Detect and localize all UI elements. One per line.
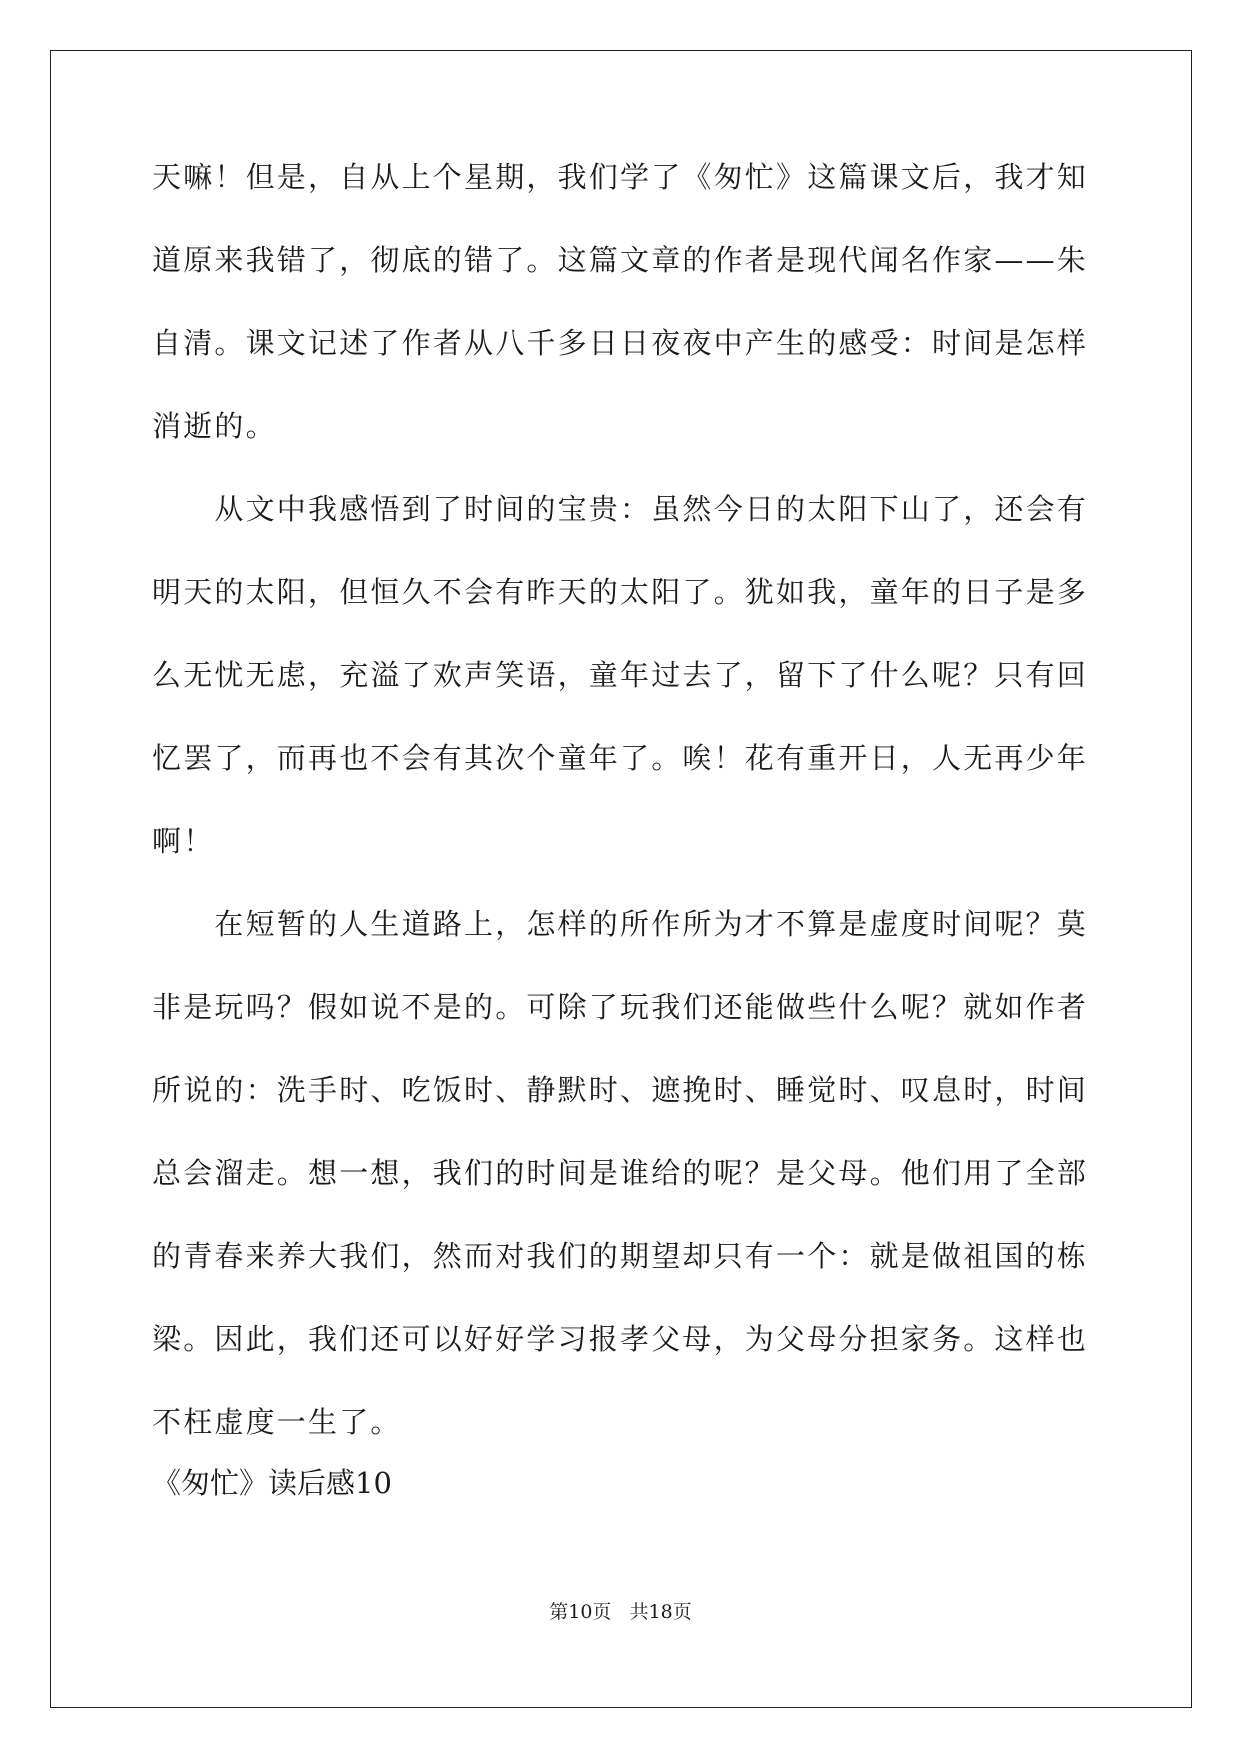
text-line: 的青春来养大我们，然而对我们的期望却只有一个：就是做祖国的栋 [152,1239,1089,1273]
page-footer [0,1600,1241,1624]
text-line: 非是玩吗？假如说不是的。可除了玩我们还能做些什么呢？就如作者 [152,990,1089,1024]
text-line: 天嘛！但是，自从上个星期，我们学了《匆忙》这篇课文后，我才知 [152,160,1089,194]
text-line: 啊！ [152,824,215,858]
page-number: 第10页 [549,1601,612,1623]
text-line: 忆罢了，而再也不会有其次个童年了。唉！花有重开日，人无再少年 [152,741,1089,775]
text-line: 梁。因此，我们还可以好好学习报孝父母，为父母分担家务。这样也 [152,1322,1089,1356]
text-line: 不枉虚度一生了。 [152,1405,402,1439]
text-line: 所说的：洗手时、吃饭时、静默时、遮挽时、睡觉时、叹息时，时间 [152,1073,1089,1107]
text-line: 在短暂的人生道路上，怎样的所作所为才不算是虚度时间呢？莫 [152,907,1089,941]
text-line: 明天的太阳，但恒久不会有昨天的太阳了。犹如我，童年的日子是多 [152,575,1089,609]
text-line: 么无忧无虑，充溢了欢声笑语，童年过去了，留下了什么呢？只有回 [152,658,1089,692]
page-total: 共18页 [629,1601,692,1623]
text-line: 自清。课文记述了作者从八千多日日夜夜中产生的感受：时间是怎样 [152,326,1089,360]
text-line: 总会溜走。想一想，我们的时间是谁给的呢？是父母。他们用了全部 [152,1156,1089,1190]
section-heading: 《匆忙》读后感10 [152,1466,392,1500]
text-line: 消逝的。 [152,409,277,443]
text-line: 从文中我感悟到了时间的宝贵：虽然今日的太阳下山了，还会有 [152,492,1089,526]
text-line: 道原来我错了，彻底的错了。这篇文章的作者是现代闻名作家——朱 [152,243,1089,277]
document-body [152,160,1090,1488]
